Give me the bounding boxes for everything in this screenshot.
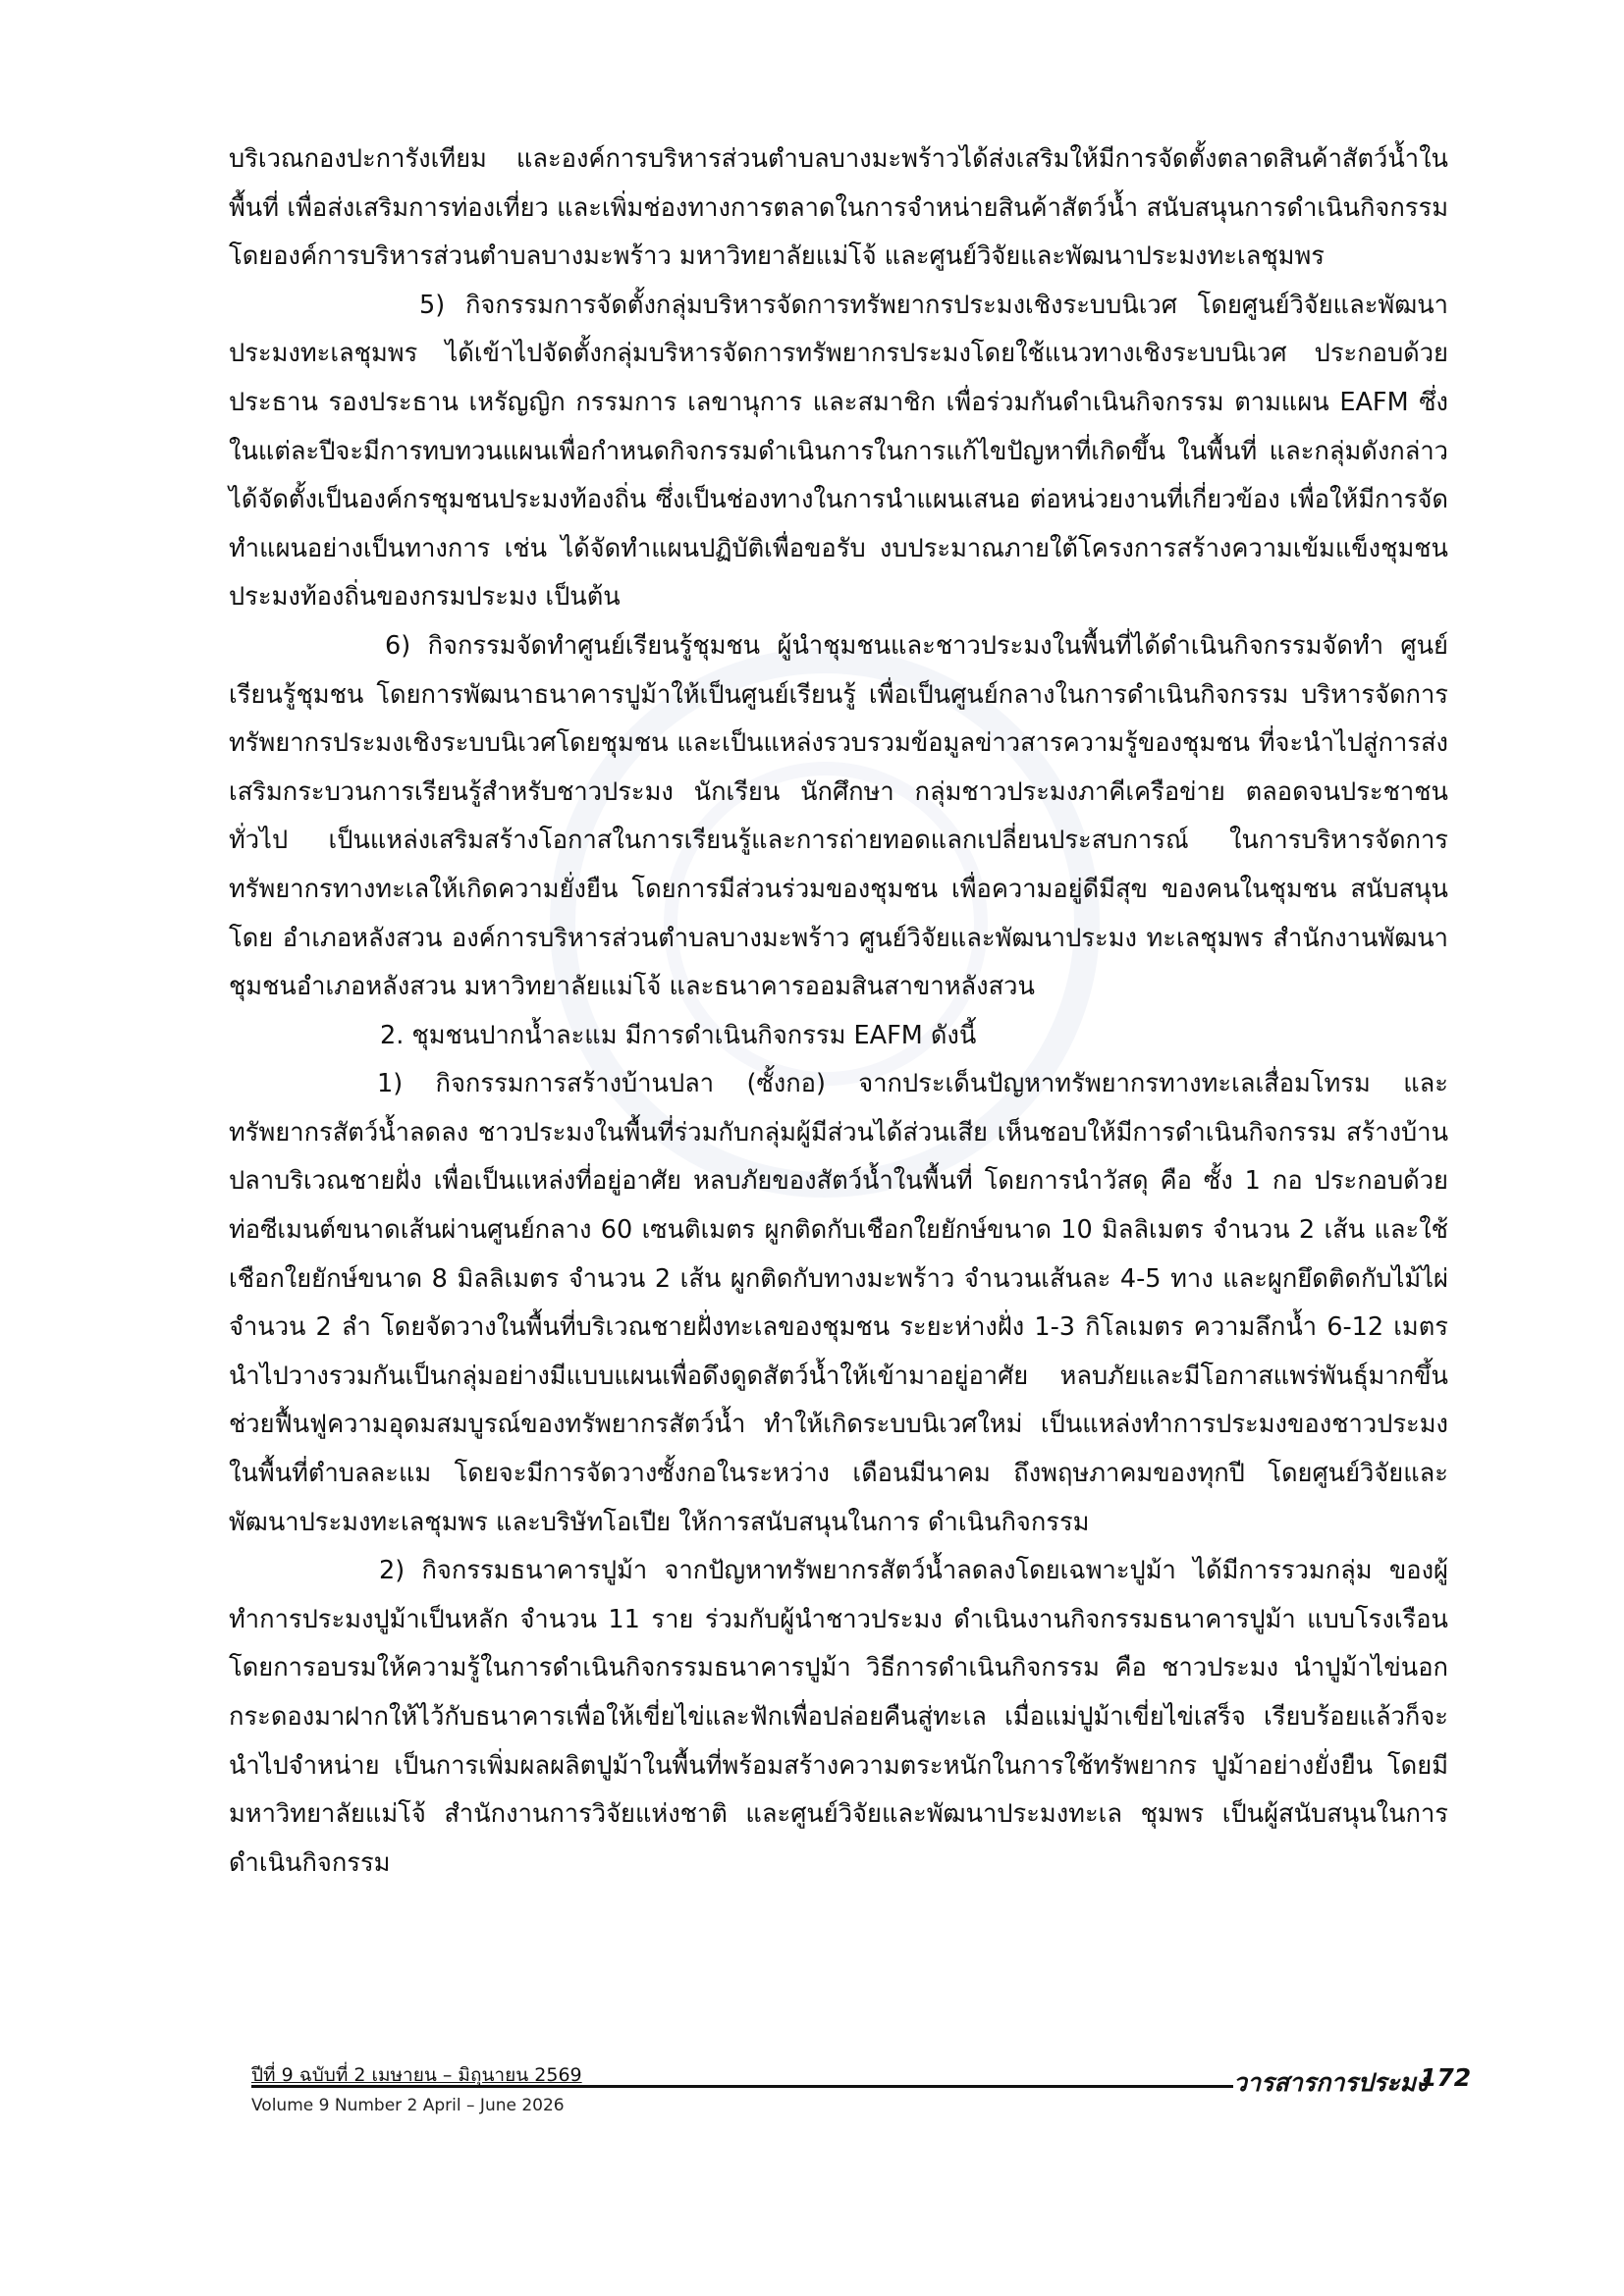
footer-issue-thai: ปีที่ 9 ฉบับที่ 2 เมษายน – มิถุนายน 2569 [251,2064,582,2086]
paragraph-activity-1: 1) กิจกรรมการสร้างบ้านปลา (ซั้งกอ) จากประเด็นปัญหาทรัพยากรทางทะเลเสื่อมโทรม และ ทรัพยากรสัตว์น้ำลดลง ชาวประมงในพื้นที่ร่วมกับกลุ่มผู้มีส่วนได้ส่วนเสีย เห็นชอบให้มีการดำเนินกิจกรรม สร้างบ้านปลาบริเวณชายฝั่ง เพื่อเป็นแหล่งที่อยู่อาศัย หลบภัยของสัตว์น้ำในพื้นที่ โดยการนำวัสดุ คือ ซั้ง 1 กอ ประกอบด้วย ท่อซีเมนต์ขนาดเส้นผ่านศูนย์กลาง 60 เซนติเมตร ผูกติดกับเชือกใยยักษ์ขนาด 10 มิลลิเมตร จำนวน 2 เส้น และใช้เชือกใยยักษ์ขนาด 8 มิลลิเมตร จำนวน 2 เส้น ผูกติดกับทางมะพร้าว จำนวนเส้นละ 4-5 ทาง และผูกยึดติดกับไม้ไผ่ จำนวน 2 ลำ โดยจัดวางในพื้นที่บริเวณชายฝั่งทะเลของชุมชน ระยะห่างฝั่ง 1-3 กิโลเมตร ความลึกน้ำ 6-12 เมตร นำไปวางรวมกันเป็นกลุ่มอย่างมีแบบแผนเพื่อดึงดูดสัตว์น้ำให้เข้ามาอยู่อาศัย หลบภัยและมีโอกาสแพร่พันธุ์มากขึ้น ช่วยฟื้นฟูความอุดมสมบูรณ์ของทรัพยากรสัตว์น้ำ ทำให้เกิดระบบนิเวศใหม่ เป็นแหล่งทำการประมงของชาวประมงในพื้นที่ตำบลละแม โดยจะมีการจัดวางซั้งกอในระหว่าง เดือนมีนาคม ถึงพฤษภาคมของทุกปี โดยศูนย์วิจัยและพัฒนาประมงทะเลชุมพร และบริษัทโอเปีย ให้การสนับสนุนในการ ดำเนินกิจกรรม [229,1069,1448,1537]
page-number: 172 [1420,2063,1472,2092]
document-body [229,135,1448,1888]
paragraph-activity-2: 2) กิจกรรมธนาคารปูม้า จากปัญหาทรัพยากรสัตว์น้ำลดลงโดยเฉพาะปูม้า ได้มีการรวมกลุ่ม ของผู้ทำการประมงปูม้าเป็นหลัก จำนวน 11 ราย ร่วมกับผู้นำชาวประมง ดำเนินงานกิจกรรมธนาคารปูม้า แบบโรงเรือน โดยการอบรมให้ความรู้ในการดำเนินกิจกรรมธนาคารปูม้า วิธีการดำเนินกิจกรรม คือ ชาวประมง นำปูม้าไข่นอกกระดองมาฝากให้ไว้กับธนาคารเพื่อให้เขี่ยไข่และฟักเพื่อปล่อยคืนสู่ทะเล เมื่อแม่ปูม้าเขี่ยไข่เสร็จ เรียบร้อยแล้วก็จะนำไปจำหน่าย เป็นการเพิ่มผลผลิตปูม้าในพื้นที่พร้อมสร้างความตระหนักในการใช้ทรัพยากร ปูม้าอย่างยั่งยืน โดยมี มหาวิทยาลัยแม่โจ้ สำนักงานการวิจัยแห่งชาติ และศูนย์วิจัยและพัฒนาประมงทะเล ชุมพร เป็นผู้สนับสนุนในการดำเนินกิจกรรม [229,1556,1448,1878]
paragraph-activity-6: 6) กิจกรรมจัดทำศูนย์เรียนรู้ชุมชน ผู้นำชุมชนและชาวประมงในพื้นที่ได้ดำเนินกิจกรรมจัดทำ ศูนย์เรียนรู้ชุมชน โดยการพัฒนาธนาคารปูม้าให้เป็นศูนย์เรียนรู้ เพื่อเป็นศูนย์กลางในการดำเนินกิจกรรม บริหารจัดการทรัพยากรประมงเชิงระบบนิเวศโดยชุมชน และเป็นแหล่งรวบรวมข้อมูลข่าวสารความรู้ของชุมชน ที่จะนำไปสู่การส่งเสริมกระบวนการเรียนรู้สำหรับชาวประมง นักเรียน นักศึกษา กลุ่มชาวประมงภาคีเครือข่าย ตลอดจนประชาชนทั่วไป เป็นแหล่งเสริมสร้างโอกาสในการเรียนรู้และการถ่ายทอดแลกเปลี่ยนประสบการณ์ ในการบริหารจัดการทรัพยากรทางทะเลให้เกิดความยั่งยืน โดยการมีส่วนร่วมของชุมชน เพื่อความอยู่ดีมีสุข ของคนในชุมชน สนับสนุนโดย อำเภอหลังสวน องค์การบริหารส่วนตำบลบางมะพร้าว ศูนย์วิจัยและพัฒนาประมง ทะเลชุมพร สำนักงานพัฒนาชุมชนอำเภอหลังสวน มหาวิทยาลัยแม่โจ้ และธนาคารออมสินสาขาหลังสวน [229,630,1448,1002]
footer-issue-english: Volume 9 Number 2 April – June 2026 [251,2096,565,2115]
paragraph-activity-5: 5) กิจกรรมการจัดตั้งกลุ่มบริหารจัดการทรัพยากรประมงเชิงระบบนิเวศ โดยศูนย์วิจัยและพัฒนาประมงทะเลชุมพร ได้เข้าไปจัดตั้งกลุ่มบริหารจัดการทรัพยากรประมงโดยใช้แนวทางเชิงระบบนิเวศ ประกอบด้วย ประธาน รองประธาน เหรัญญิก กรรมการ เลขานุการ และสมาชิก เพื่อร่วมกันดำเนินกิจกรรม ตามแผน EAFM ซึ่งในแต่ละปีจะมีการทบทวนแผนเพื่อกำหนดกิจกรรมดำเนินการในการแก้ไขปัญหาที่เกิดขึ้น ในพื้นที่ และกลุ่มดังกล่าวได้จัดตั้งเป็นองค์กรชุมชนประมงท้องถิ่น ซึ่งเป็นช่องทางในการนำแผนเสนอ ต่อหน่วยงานที่เกี่ยวข้อง เพื่อให้มีการจัดทำแผนอย่างเป็นทางการ เช่น ได้จัดทำแผนปฏิบัติเพื่อขอรับ งบประมาณภายใต้โครงการสร้างความเข้มแข็งชุมชนประมงท้องถิ่นของกรมประมง เป็นต้น [229,290,1448,613]
paragraph-continuation: บริเวณกองปะการังเทียม และองค์การบริหารส่วนตำบลบางมะพร้าวได้ส่งเสริมให้มีการจัดตั้งตลาดสินค้าสัตว์น้ำในพื้นที่ เพื่อส่งเสริมการท่องเที่ยว และเพิ่มช่องทางการตลาดในการจำหน่ายสินค้าสัตว์น้ำ สนับสนุนการดำเนินกิจกรรมโดยองค์การบริหารส่วนตำบลบางมะพร้าว มหาวิทยาลัยแม่โจ้ และศูนย์วิจัยและพัฒนาประมงทะเลชุมพร [229,144,1448,272]
journal-name: วารสารการประมง [1233,2068,1429,2097]
paragraph-section-2-heading: 2. ชุมชนปากน้ำละแม มีการดำเนินกิจกรรม EAFM ดังนี้ [380,1020,977,1050]
